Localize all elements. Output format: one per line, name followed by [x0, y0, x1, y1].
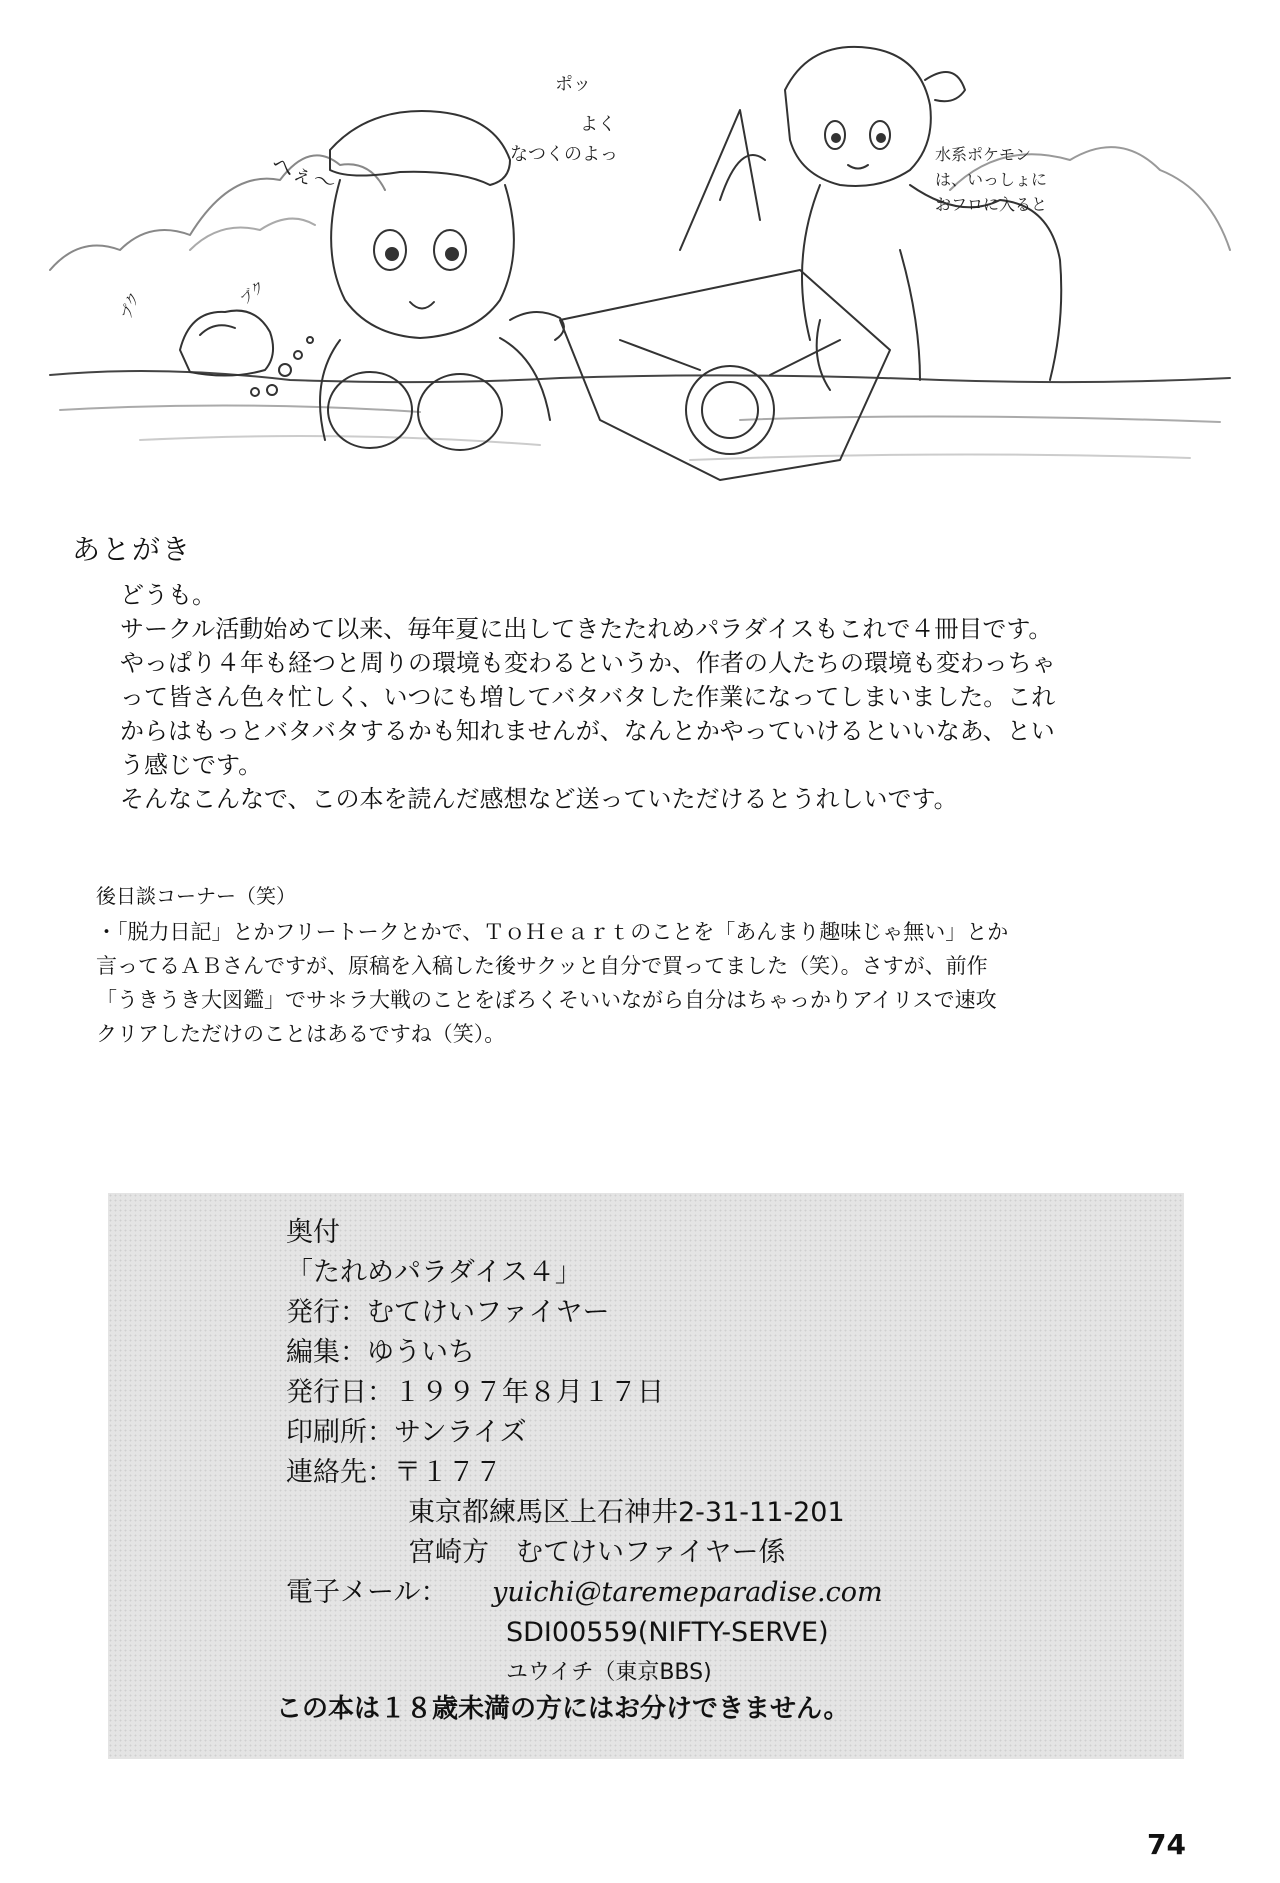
illustration-lettering	[40, 20, 1240, 490]
colophon-nifty: SDI00559(NIFTY-SERVE)	[506, 1617, 829, 1648]
speech-left-line-2: なつくのよっ	[510, 144, 618, 165]
colophon-printer: 印刷所：サンライズ	[286, 1417, 527, 1448]
colophon-contact: 連絡先：〒１７７	[286, 1457, 502, 1488]
speech-right-line-1: 水系ポケモン	[935, 145, 1032, 164]
afterword-line: う感じです。	[120, 751, 263, 779]
speech-left-line-1: よく	[580, 114, 616, 135]
age-restriction-notice: この本は１８歳未満の方にはお分けできません。	[276, 1694, 850, 1724]
afterword-line: やっぱり４年も経つと周りの環境も変わるというか、作者の人たちの環境も変わっちゃ	[120, 649, 1056, 677]
sfx-pu: プク	[118, 289, 144, 322]
postscript-line: 「うきうき大図鑑」でサ＊ラ大戦のことをぼろくそいいながら自分はちゃっかりアイリスで速攻	[96, 988, 997, 1012]
postscript-body	[96, 915, 1176, 1051]
postscript-title: 後日談コーナー（笑）	[96, 884, 296, 908]
colophon-text	[286, 1213, 883, 1693]
postscript-line: 言ってるＡＢさんですが、原稿を入稿した後サクッと自分で買ってました（笑）。さすが、前作	[96, 954, 988, 978]
afterword-line: からはもっとバタバタするかも知れませんが、なんとかやっていけるといいなあ、とい	[120, 717, 1055, 745]
bath-illustration	[40, 20, 1240, 490]
colophon-care-of: 宮崎方 むてけいファイヤー係	[408, 1537, 786, 1568]
colophon-address: 東京都練馬区上石神井2-31-11-201	[408, 1497, 845, 1528]
speech-right-line-3: おフロに入ると	[935, 195, 1048, 214]
afterword-title: あとがき	[72, 533, 193, 566]
sfx-po: ポッ	[555, 74, 591, 95]
speech-right-line-2: は、いっしょに	[935, 170, 1048, 189]
page-number: 74	[1147, 1828, 1186, 1861]
sfx-hee: へぇ〜	[267, 152, 339, 199]
colophon-heading: 奥付	[286, 1217, 340, 1248]
afterword-line: そんなこんなで、この本を読んだ感想など送っていただけるとうれしいです。	[120, 785, 958, 813]
colophon-editor: 編集：ゆういち	[286, 1337, 475, 1368]
colophon-email-label: 電子メール：	[286, 1577, 448, 1608]
postscript-line: クリアしただけのことはあるですね（笑）。	[96, 1022, 506, 1046]
afterword-line: どうも。	[120, 581, 216, 609]
sfx-bu: ブク	[237, 278, 269, 309]
colophon-publisher: 発行：むてけいファイヤー	[286, 1297, 610, 1328]
postscript-line: ・「脱力日記」とかフリートークとかで、ＴｏＨｅａｒｔのことを「あんまり趣味じゃ無い」とか	[96, 920, 1009, 944]
afterword-line: サークル活動始めて以来、毎年夏に出してきたたれめパラダイスもこれで４冊目です。	[120, 615, 1053, 643]
colophon-date: 発行日：１９９７年８月１７日	[286, 1377, 664, 1408]
afterword-line: って皆さん色々忙しく、いつにも増してバタバタした作業になってしまいました。これ	[120, 683, 1056, 711]
colophon-email: yuichi@taremeparadise.com	[492, 1577, 883, 1608]
colophon-book-title: 「たれめパラダイス４」	[286, 1257, 582, 1288]
afterword-body	[120, 578, 1150, 816]
colophon-box	[108, 1193, 1184, 1759]
colophon-bbs: ユウイチ（東京BBS)	[506, 1660, 712, 1685]
colophon-email-row	[286, 1573, 883, 1613]
